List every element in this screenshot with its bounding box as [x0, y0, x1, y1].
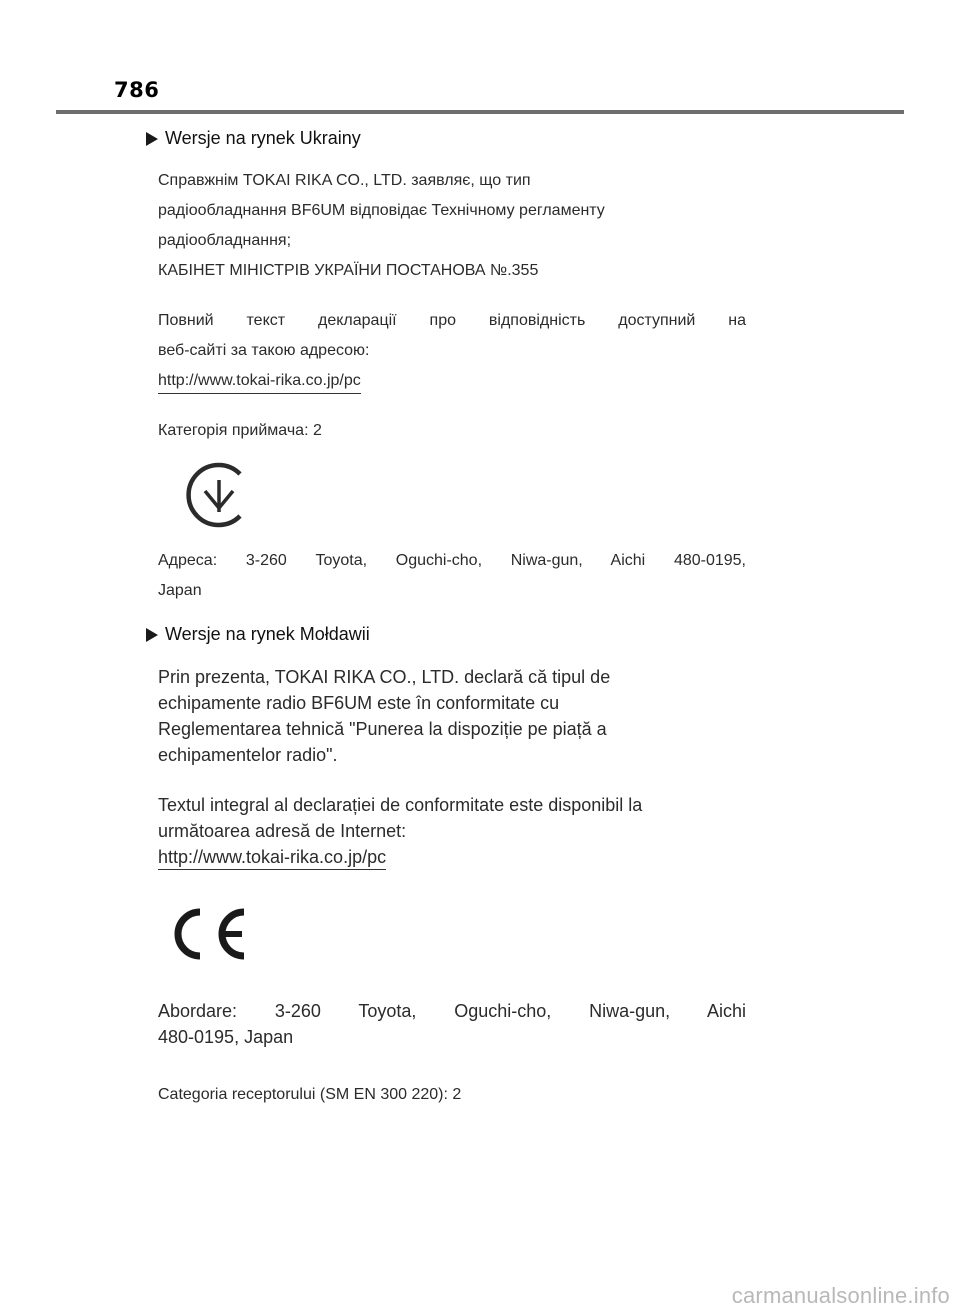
text-line: echipamente radio BF6UM este în conformitate cu — [158, 693, 560, 713]
text-line: echipamentelor radio". — [158, 745, 338, 765]
ukraine-url-link[interactable]: http://www.tokai-rika.co.jp/pc — [158, 369, 361, 394]
text-line: Textul integral al declarației de conformitate este disponibil la — [158, 795, 643, 815]
text-line: веб-сайті за такою адресою: — [158, 342, 370, 359]
section-heading-ukraine — [146, 128, 361, 149]
text-line: următoarea adresă de Internet: — [158, 821, 407, 841]
text-line: Повний текст декларації про відповідність доступний на — [158, 312, 746, 329]
section-heading-moldova-label: Wersje na rynek Mołdawii — [165, 624, 370, 644]
moldova-full-text — [158, 792, 746, 870]
ukrainian-conformity-mark-icon — [184, 460, 254, 530]
section-heading-ukraine-label: Wersje na rynek Ukrainy — [165, 128, 361, 148]
ukraine-full-text — [158, 306, 746, 396]
text-line: Abordare: 3-260 Toyota, Oguchi-cho, Niwa-gun, Aichi — [158, 1001, 746, 1021]
text-line: радіообладнання; — [158, 232, 292, 249]
text-line: Categoria receptorului (SM EN 300 220): 2 — [158, 1086, 462, 1103]
text-line: Japan — [158, 582, 202, 599]
watermark: carmanualsonline.info — [731, 1283, 950, 1308]
ukraine-address — [158, 546, 746, 606]
text-line: КАБІНЕТ МІНІСТРІВ УКРАЇНИ ПОСТАНОВА №.355 — [158, 262, 539, 279]
ukraine-declaration — [158, 166, 746, 286]
text-line: радіообладнання BF6UM відповідає Технічному регламенту — [158, 202, 605, 219]
text-line: Категорія приймача: 2 — [158, 422, 322, 439]
header-rule — [56, 110, 904, 114]
text-line: Prin prezenta, TOKAI RIKA CO., LTD. declară că tipul de — [158, 667, 611, 687]
triangle-bullet-icon — [146, 628, 158, 642]
moldova-receiver-category — [158, 1080, 746, 1110]
moldova-address — [158, 998, 746, 1050]
text-line: Справжнім TOKAI RIKA CO., LTD. заявляє, що тип — [158, 172, 531, 189]
moldova-url-link[interactable]: http://www.tokai-rika.co.jp/pc — [158, 845, 386, 870]
triangle-bullet-icon — [146, 132, 158, 146]
text-line: Адреса: 3-260 Toyota, Oguchi-cho, Niwa-gun, Aichi 480-0195, — [158, 552, 746, 569]
page-number: 786 — [114, 78, 160, 102]
text-line: 480-0195, Japan — [158, 1027, 294, 1047]
section-heading-moldova — [146, 624, 370, 645]
moldova-declaration — [158, 664, 746, 768]
ukraine-receiver-category — [158, 416, 746, 446]
text-line: Reglementarea tehnică "Punerea la dispoziție pe piață a — [158, 719, 607, 739]
ce-mark-icon — [164, 904, 256, 964]
